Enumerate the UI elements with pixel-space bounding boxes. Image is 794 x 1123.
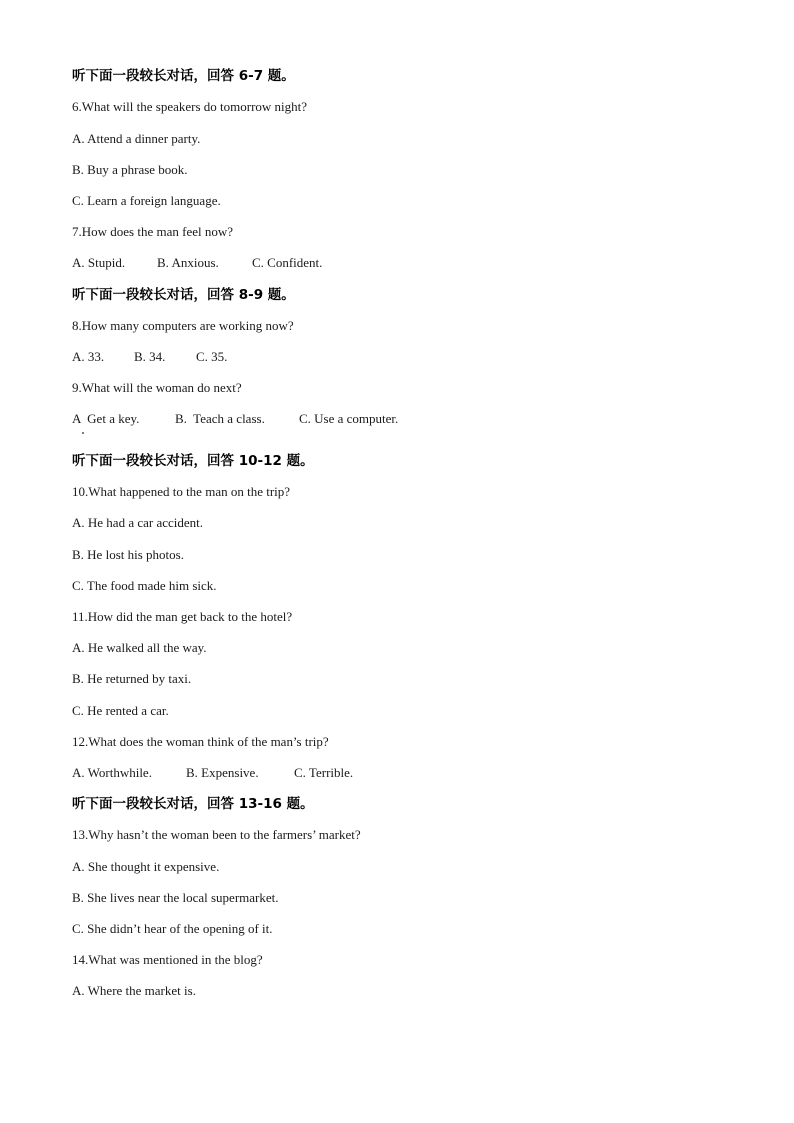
question-6: 6.What will the speakers do tomorrow night? [72,99,308,114]
question-14: 14.What was mentioned in the blog? [72,952,263,967]
section-header: 听下面一段较长对话，回答 10-12 题。 [72,453,314,469]
stray-dot [82,432,84,434]
question-9: 9.What will the woman do next? [72,380,242,395]
section-header: 听下面一段较长对话，回答 13-16 题。 [72,796,314,812]
question-11-option-b: B. He returned by taxi. [72,671,192,686]
section-header: 听下面一段较长对话，回答 6-7 题。 [72,68,295,84]
question-8-option-c: C. 35. [196,349,228,364]
question-10-option-a: A. He had a car accident. [72,515,204,530]
question-10: 10.What happened to the man on the trip? [72,484,291,499]
question-8-option-a: A. 33. [72,349,105,364]
question-6-option-a: A. Attend a dinner party. [72,131,201,146]
question-11-option-c: C. He rented a car. [72,703,169,718]
question-9-option-c: C. Use a computer. [299,411,399,426]
question-12-options [72,765,353,781]
question-10-option-c: C. The food made him sick. [72,578,217,593]
question-6-option-b: B. Buy a phrase book. [72,162,188,177]
question-11: 11.How did the man get back to the hotel? [72,609,293,624]
question-10-option-b: B. He lost his photos. [72,547,184,562]
question-13-option-c: C. She didn’t hear of the opening of it. [72,921,273,936]
question-7: 7.How does the man feel now? [72,224,234,239]
question-7-options [72,255,322,271]
question-7-option-c: C. Confident. [252,255,323,270]
question-9-option-b: B. Teach a class. [175,411,265,426]
question-12-option-c: C. Terrible. [294,765,354,780]
question-12-option-b: B. Expensive. [186,765,259,780]
question-7-option-b: B. Anxious. [157,255,219,270]
question-13-option-b: B. She lives near the local supermarket. [72,890,279,905]
question-7-option-a: A. Stupid. [72,255,126,270]
question-8: 8.How many computers are working now? [72,318,294,333]
question-13: 13.Why hasn’t the woman been to the farmers’ market? [72,827,361,842]
question-9-option-a: A Get a key. [72,411,140,426]
question-9-options [72,411,398,427]
question-13-option-a: A. She thought it expensive. [72,859,220,874]
question-8-options [72,349,227,365]
question-6-option-c: C. Learn a foreign language. [72,193,221,208]
question-12: 12.What does the woman think of the man’s trip? [72,734,329,749]
question-12-option-a: A. Worthwhile. [72,765,152,780]
question-14-option-a: A. Where the market is. [72,983,196,998]
question-8-option-b: B. 34. [134,349,166,364]
question-11-option-a: A. He walked all the way. [72,640,207,655]
section-header: 听下面一段较长对话，回答 8-9 题。 [72,287,295,303]
